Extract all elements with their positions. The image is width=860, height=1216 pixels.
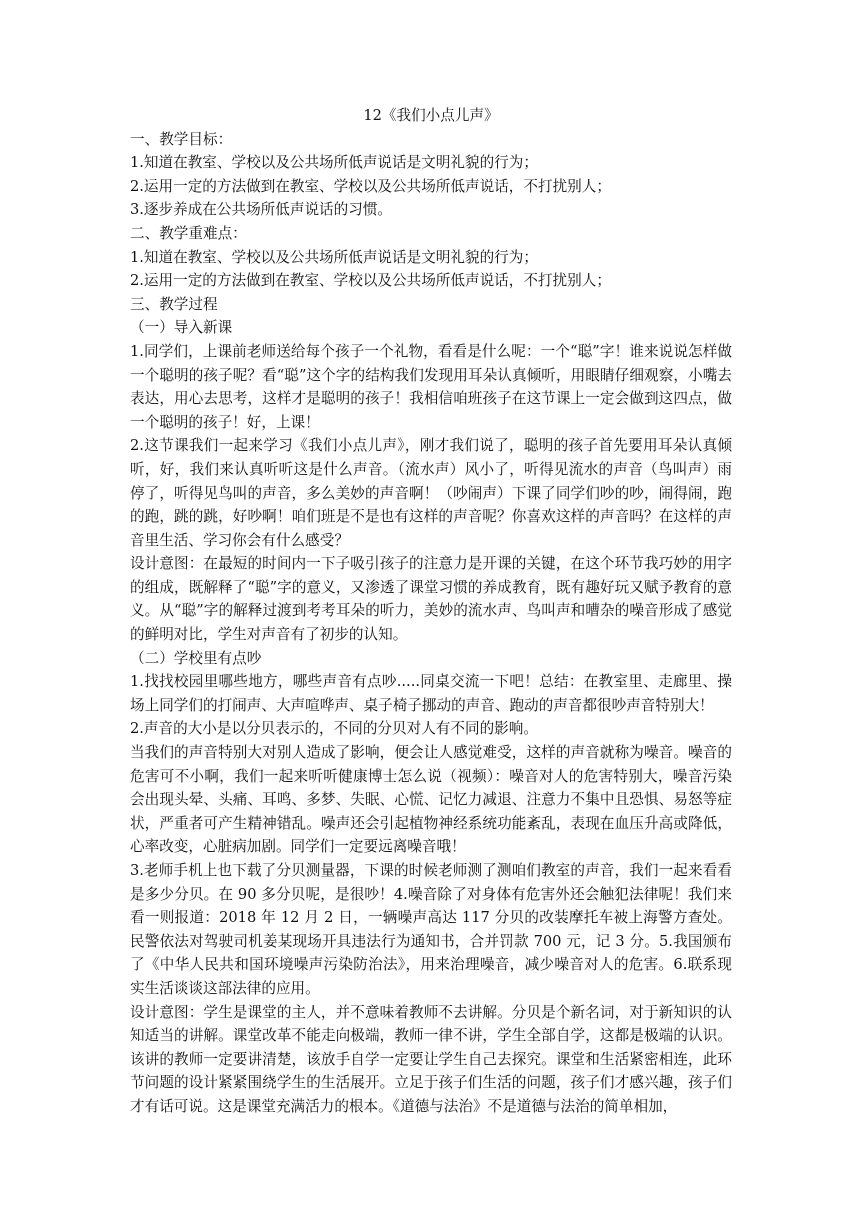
subsection-heading-noisy-school: （二）学校里有点吵	[130, 649, 262, 667]
noisy-design-intent: 设计意图：学生是课堂的主人，并不意味着教师不去讲解。分贝是个新名词，对于新知识的认知适当的讲解。课堂改革不能走向极端，教师一律不讲，学生全部自学，这都是极端的认识。该讲的教师一定要讲清楚，该放手自学一定要让学生自己去探究。课堂和生活紧密相连，此环节问题的设计紧紧围绕学生的生活展开。立足于孩子们生活的问题，孩子们才感兴趣，孩子们才有话可说。这是课堂充满活力的根本。《道德与法治》不是道德与法治的简单相加，	[130, 1003, 732, 1115]
section-heading-goals: 一、教学目标：	[130, 130, 233, 148]
intro-paragraph-1: 1.同学们，上课前老师送给每个孩子一个礼物，看看是什么呢：一个“聪”字！谁来说说怎样做一个聪明的孩子呢？看“聪”这个字的结构我们发现用耳朵认真倾听，用眼睛仔细观察，小嘴去表达，用心去思考，这样才是聪明的孩子！我相信咱班孩子在这节课上一定会做到这四点，做一个聪明的孩子！好，上课！	[130, 342, 732, 431]
noisy-paragraph-4: 3.老师手机上也下载了分贝测量器，下课的时候老师测了测咱们教室的声音，我们一起来看看是多少分贝。在 90 多分贝呢，是很吵！4.噪音除了对身体有危害外还会触犯法律呢！我们来看一则报道：2018 年 12 月 2 日，一辆噪声高达 117 分贝的改装摩托车被上海警方查处。民警依法对驾驶司机姜某现场开具违法行为通知书，合并罚款 700 元，记 3 分。5.我国颁布了《中华人民共和国环境噪声污染防治法》，用来治理噪音，减少噪音对人的危害。6.联系现实生活谈谈这部法律的应用。	[130, 862, 732, 997]
intro-design-intent: 设计意图：在最短的时间内一下子吸引孩子的注意力是开课的关键，在这个环节我巧妙的用字的组成，既解释了“聪”字的意义，又渗透了课堂习惯的养成教育，既有趣好玩又赋予教育的意义。从“聪”字的解释过渡到考考耳朵的听力，美妙的流水声、鸟叫声和嘈杂的噪音形成了感觉的鲜明对比，学生对声音有了初步的认知。	[130, 555, 732, 644]
goal-item-2: 2.运用一定的方法做到在教室、学校以及公共场所低声说话，不打扰别人；	[130, 177, 611, 195]
goal-item-3: 3.逐步养成在公共场所低声说话的习惯。	[130, 201, 393, 219]
intro-paragraph-2: 2.这节课我们一起来学习《我们小点儿声》，刚才我们说了，聪明的孩子首先要用耳朵认真倾听，好，我们来认真听听这是什么声音。（流水声）风小了，听得见流水的声音（鸟叫声）雨停了，听得见鸟叫的声音，多么美妙的声音啊！（吵闹声）下课了同学们吵的吵，闹得闹，跑的跑，跳的跳，好吵啊！咱们班是不是也有这样的声音呢？你喜欢这样的声音吗？在这样的声音里生活、学习你会有什么感受？	[130, 437, 732, 549]
subsection-heading-intro: （一）导入新课	[130, 319, 233, 337]
document-title: 12《我们小点儿声》	[363, 107, 499, 124]
section-heading-process: 三、教学过程	[130, 295, 218, 313]
document-page	[130, 104, 732, 1119]
key-point-item-1: 1.知道在教室、学校以及公共场所低声说话是文明礼貌的行为；	[130, 248, 538, 266]
noisy-paragraph-2: 2.声音的大小是以分贝表示的，不同的分贝对人有不同的影响。	[130, 720, 538, 738]
noisy-paragraph-3: 当我们的声音特别大对别人造成了影响，便会让人感觉难受，这样的声音就称为噪音。噪音的危害可不小啊，我们一起来听听健康博士怎么说（视频）：噪音对人的危害特别大，噪音污染会出现头晕、头痛、耳鸣、多梦、失眠、心慌、记忆力减退、注意力不集中且恐惧、易怒等症状，严重者可产生精神错乱。噪声还会引起植物神经系统功能紊乱，表现在血压升高或降低，心率改变，心脏病加剧。同学们一定要远离噪音哦！	[130, 744, 732, 856]
goal-item-1: 1.知道在教室、学校以及公共场所低声说话是文明礼貌的行为；	[130, 154, 538, 172]
noisy-paragraph-1: 1.找找校园里哪些地方，哪些声音有点吵.....同桌交流一下吧！总结：在教室里、走廊里、操场上同学们的打闹声、大声喧哗声、桌子椅子挪动的声音、跑动的声音都很吵声音特别大！	[130, 673, 732, 714]
key-point-item-2: 2.运用一定的方法做到在教室、学校以及公共场所低声说话，不打扰别人；	[130, 272, 611, 290]
section-heading-key-points: 二、教学重难点：	[130, 224, 247, 242]
